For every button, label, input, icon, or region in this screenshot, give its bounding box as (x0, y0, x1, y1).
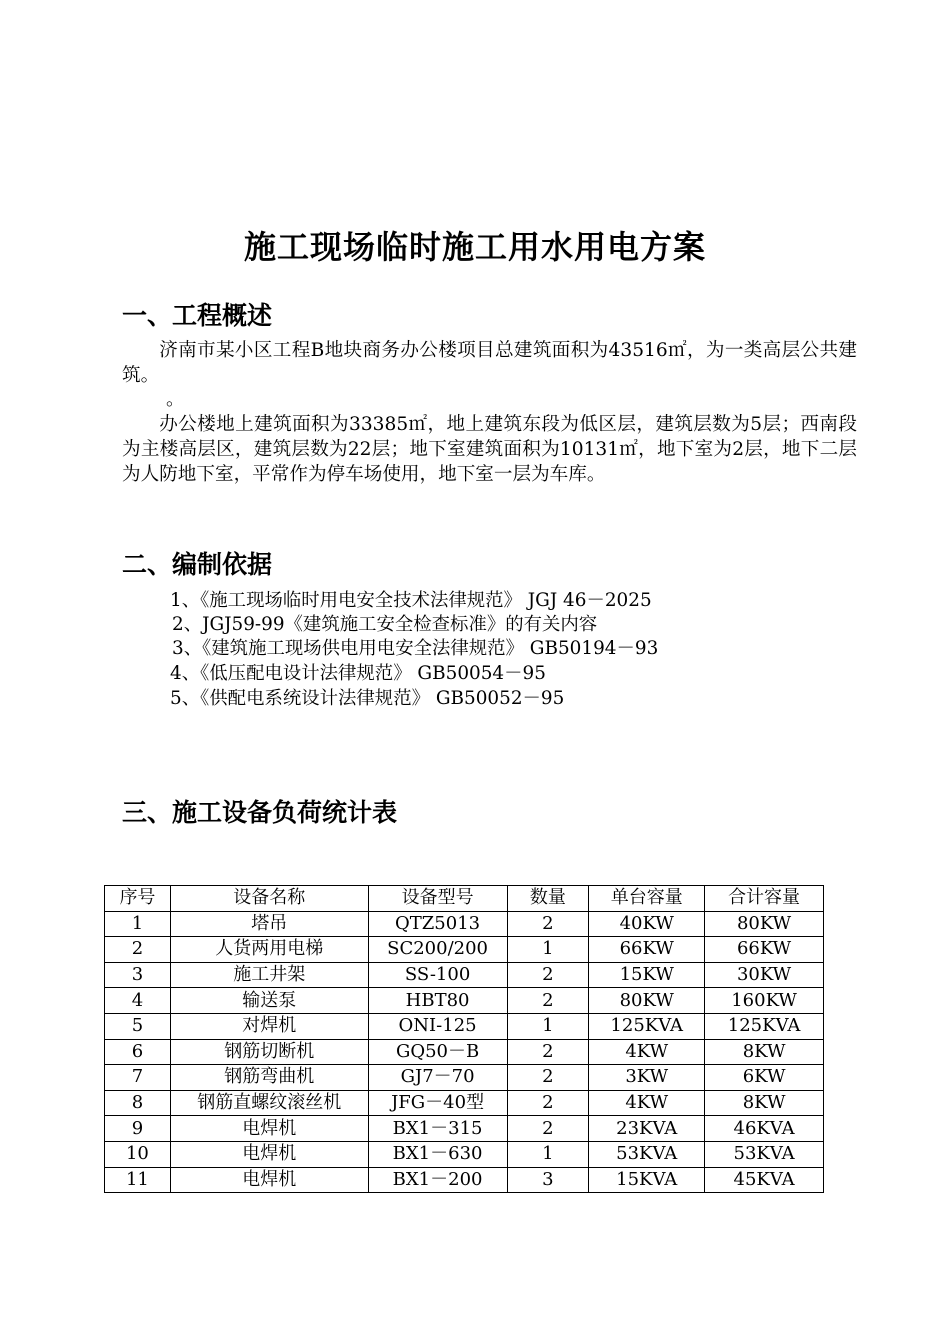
cell-no: 5 (105, 1013, 171, 1039)
table-row (105, 988, 824, 1014)
cell-no: 2 (105, 937, 171, 963)
cell-name: 输送泵 (170, 988, 368, 1014)
cell-no: 4 (105, 988, 171, 1014)
cell-no: 8 (105, 1090, 171, 1116)
table-row (105, 911, 824, 937)
section-heading-basis: 二、编制依据 (122, 550, 273, 579)
cell-name: 电焊机 (170, 1141, 368, 1167)
cell-quantity: 2 (507, 911, 589, 937)
cell-unit-capacity: 15KW (589, 962, 705, 988)
cell-model: JFG－40型 (368, 1090, 507, 1116)
cell-name: 人货两用电梯 (170, 937, 368, 963)
cell-model: GQ50－B (368, 1039, 507, 1065)
cell-total-capacity: 30KW (705, 962, 824, 988)
cell-model: BX1－630 (368, 1141, 507, 1167)
header-cell-total-capacity: 合计容量 (705, 886, 824, 912)
cell-total-capacity: 8KW (705, 1090, 824, 1116)
cell-total-capacity: 53KVA (705, 1141, 824, 1167)
header-cell-no: 序号 (105, 886, 171, 912)
overview-paragraph-2: 。 (166, 389, 185, 410)
cell-quantity: 2 (507, 962, 589, 988)
overview-paragraph-1: 济南市某小区工程B地块商务办公楼项目总建筑面积为43516㎡，为一类高层公共建筑。 (122, 340, 857, 386)
section-heading-load-table: 三、施工设备负荷统计表 (122, 798, 398, 827)
cell-unit-capacity: 80KW (589, 988, 705, 1014)
cell-unit-capacity: 66KW (589, 937, 705, 963)
cell-quantity: 2 (507, 1065, 589, 1091)
cell-name: 钢筋直螺纹滚丝机 (170, 1090, 368, 1116)
cell-no: 3 (105, 962, 171, 988)
cell-model: QTZ5013 (368, 911, 507, 937)
cell-model: BX1－315 (368, 1116, 507, 1142)
cell-quantity: 2 (507, 1039, 589, 1065)
table-row (105, 937, 824, 963)
reference-item: 5、《供配电系统设计法律规范》 GB50052－95 (170, 688, 565, 709)
cell-model: ONI-125 (368, 1013, 507, 1039)
cell-unit-capacity: 15KVA (589, 1167, 705, 1193)
header-cell-quantity: 数量 (507, 886, 589, 912)
cell-unit-capacity: 4KW (589, 1039, 705, 1065)
cell-quantity: 3 (507, 1167, 589, 1193)
cell-no: 11 (105, 1167, 171, 1193)
cell-unit-capacity: 3KW (589, 1065, 705, 1091)
header-cell-model: 设备型号 (368, 886, 507, 912)
cell-name: 塔吊 (170, 911, 368, 937)
cell-quantity: 2 (507, 1090, 589, 1116)
cell-quantity: 2 (507, 988, 589, 1014)
cell-name: 电焊机 (170, 1167, 368, 1193)
cell-total-capacity: 125KVA (705, 1013, 824, 1039)
cell-unit-capacity: 125KVA (589, 1013, 705, 1039)
reference-item: 4、《低压配电设计法律规范》 GB50054－95 (170, 663, 546, 684)
cell-quantity: 2 (507, 1116, 589, 1142)
cell-no: 10 (105, 1141, 171, 1167)
header-cell-unit-capacity: 单台容量 (589, 886, 705, 912)
table-row (105, 1013, 824, 1039)
reference-item: 3、《建筑施工现场供电用电安全法律规范》 GB50194－93 (172, 638, 659, 659)
cell-no: 6 (105, 1039, 171, 1065)
cell-model: SS-100 (368, 962, 507, 988)
cell-model: GJ7－70 (368, 1065, 507, 1091)
table-row (105, 1039, 824, 1065)
cell-no: 9 (105, 1116, 171, 1142)
section-heading-overview: 一、工程概述 (122, 301, 273, 330)
cell-unit-capacity: 4KW (589, 1090, 705, 1116)
overview-paragraph-3: 办公楼地上建筑面积为33385㎡，地上建筑东段为低区层，建筑层数为5层；西南段为主楼高层区，建筑层数为22层；地下室建筑面积为10131㎡，地下室为2层，地下二层为人防地下室，平常作为停车场使用，地下室一层为车库。 (122, 414, 857, 485)
cell-total-capacity: 160KW (705, 988, 824, 1014)
cell-total-capacity: 45KVA (705, 1167, 824, 1193)
cell-name: 施工井架 (170, 962, 368, 988)
cell-quantity: 1 (507, 937, 589, 963)
cell-total-capacity: 66KW (705, 937, 824, 963)
cell-total-capacity: 6KW (705, 1065, 824, 1091)
cell-total-capacity: 80KW (705, 911, 824, 937)
header-cell-name: 设备名称 (170, 886, 368, 912)
reference-item: 1、《施工现场临时用电安全技术法律规范》 JGJ 46－2025 (170, 590, 652, 611)
table-row (105, 1167, 824, 1193)
cell-no: 1 (105, 911, 171, 937)
cell-unit-capacity: 23KVA (589, 1116, 705, 1142)
cell-name: 钢筋弯曲机 (170, 1065, 368, 1091)
document-title: 施工现场临时施工用水用电方案 (243, 228, 706, 266)
cell-name: 电焊机 (170, 1116, 368, 1142)
table-row (105, 1090, 824, 1116)
cell-no: 7 (105, 1065, 171, 1091)
cell-model: SC200/200 (368, 937, 507, 963)
table-row (105, 1141, 824, 1167)
reference-item: 2、JGJ59-99《建筑施工安全检查标准》的有关内容 (172, 614, 598, 635)
cell-model: HBT80 (368, 988, 507, 1014)
cell-unit-capacity: 40KW (589, 911, 705, 937)
cell-total-capacity: 8KW (705, 1039, 824, 1065)
cell-quantity: 1 (507, 1141, 589, 1167)
cell-quantity: 1 (507, 1013, 589, 1039)
table-row (105, 962, 824, 988)
cell-model: BX1－200 (368, 1167, 507, 1193)
table-header-row (105, 886, 824, 912)
table-row (105, 1116, 824, 1142)
cell-unit-capacity: 53KVA (589, 1141, 705, 1167)
cell-total-capacity: 46KVA (705, 1116, 824, 1142)
cell-name: 钢筋切断机 (170, 1039, 368, 1065)
equipment-load-table (104, 885, 824, 1193)
table-row (105, 1065, 824, 1091)
cell-name: 对焊机 (170, 1013, 368, 1039)
